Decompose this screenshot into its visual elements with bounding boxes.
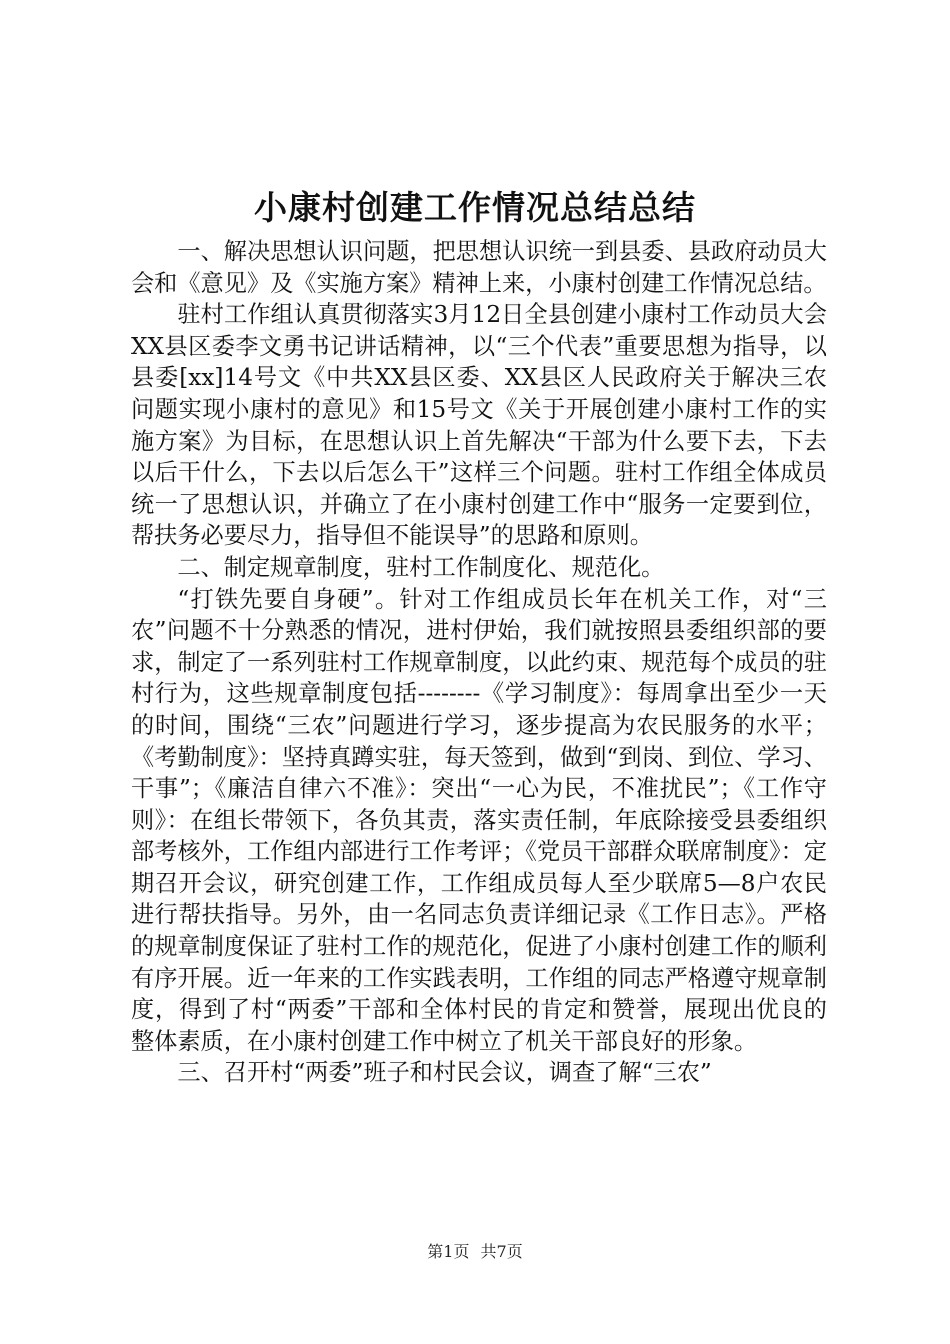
page-number-current: 第1页 [427, 1242, 470, 1261]
paragraph-4: “打铁先要自身硬”。针对工作组成员长年在机关工作，对“三农”问题不十分熟悉的情况，进村伊始，我们就按照县委组织部的要求，制定了一系列驻村工作规章制度，以此约束、规范每个成员的驻村行为，这些规章制度包括--------《学习制度》：每周拿出至少一天的时间，围绕“三农”问题进行学习，逐步提高为农民服务的水平；《考勤制度》：坚持真蹲实驻，每天签到，做到“到岗、到位、学习、干事”；《廉洁自律六不准》：突出“一心为民，不准扰民”；《工作守则》：在组长带领下，各负其责，落实责任制，年底除接受县委组织部考核外，工作组内部进行工作考评；《党员干部群众联席制度》：定期召开会议，研究创建工作，工作组成员每人至少联席5—8户农民进行帮扶指导。另外，由一名同志负责详细记录《工作日志》。严格的规章制度保证了驻村工作的规范化，促进了小康村创建工作的顺利有序开展。近一年来的工作实践表明，工作组的同志严格遵守规章制度，得到了村“两委”干部和全体村民的肯定和赞誉，展现出优良的整体素质，在小康村创建工作中树立了机关干部良好的形象。 [131, 585, 827, 1055]
paragraph-5: 三、召开村“两委”班子和村民会议，调查了解“三农” [177, 1059, 712, 1087]
page-footer [0, 1240, 950, 1264]
paragraph-1: 一、解决思想认识问题，把思想认识统一到县委、县政府动员大会和《意见》及《实施方案》精神上来，小康村创建工作情况总结。 [131, 238, 827, 297]
paragraph-3: 二、制定规章制度，驻村工作制度化、规范化。 [177, 553, 665, 581]
document-body [131, 236, 827, 1089]
page-number-total: 共7页 [480, 1242, 523, 1261]
paragraph-2: 驻村工作组认真贯彻落实3月12日全县创建小康村工作动员大会XX县区委李文勇书记讲话精神，以“三个代表”重要思想为指导，以县委[xx]14号文《中共XX县区委、XX县区人民政府关于解决三农问题实现小康村的意见》和15号文《关于开展创建小康村工作的实施方案》为目标，在思想认识上首先解决“干部为什么要下去，下去以后干什么，下去以后怎么干”这样三个问题。驻村工作组全体成员统一了思想认识，并确立了在小康村创建工作中“服务一定要到位，帮扶务必要尽力，指导但不能误导”的思路和原则。 [131, 301, 827, 550]
document-title: 小康村创建工作情况总结总结 [254, 188, 696, 227]
